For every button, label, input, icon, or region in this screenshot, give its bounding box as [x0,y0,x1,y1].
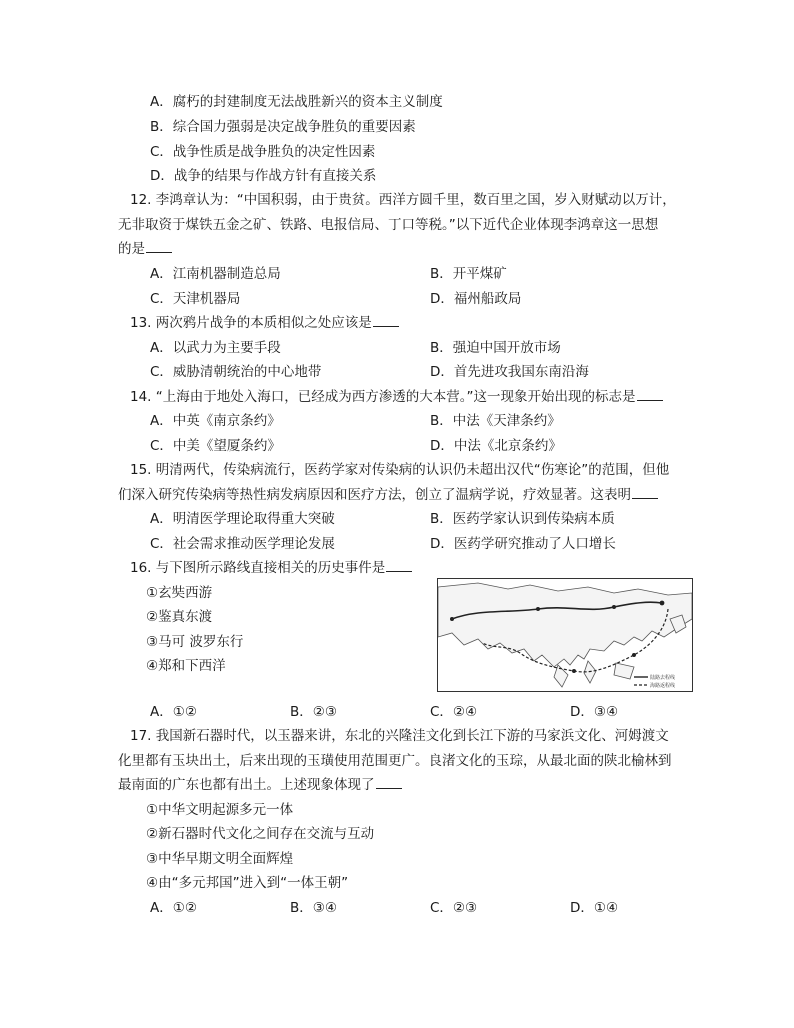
q15-option-b: B．医药学家认识到传染病本质 [430,511,615,527]
q15-stem-line1: 15. 明清两代，传染病流行，医药学家对传染病的认识仍未超出汉代“伤寒论”的范围，但他 [130,462,670,478]
q17-stem-line2: 化里都有玉块出土，后来出现的玉璜使用范围更广。良渚文化的玉琮，从最北面的陕北榆林到 [118,753,672,769]
q16-item-2: ②鉴真东渡 [146,609,213,625]
q12-option-c: C．天津机器局 [150,291,241,307]
q11-option-b: B．综合国力强弱是决定战争胜负的重要因素 [150,119,416,135]
q11-option-d: D．战争的结果与作战方针有直接关系 [150,168,377,184]
answer-blank [146,240,172,253]
route-map [437,578,693,692]
place-dot [612,605,616,609]
place-dot [660,601,665,606]
q12-option-a: A．江南机器制造总局 [150,266,281,282]
q11-option-c: C．战争性质是战争胜负的决定性因素 [150,144,376,160]
island-shape [614,663,634,679]
place-dot [572,669,576,673]
q17-item-2: ②新石器时代文化之间存在交流与互动 [146,826,375,842]
q16-option-c: C．②④ [430,704,478,720]
legend-land-label: 陆路去程线 [650,675,676,681]
q17-stem-line3: 最南面的广东也都有出土。上述现象体现了 [118,776,402,794]
answer-blank [637,388,663,401]
q16-option-b: B．②③ [290,704,337,720]
legend-sea-label: 海路返程线 [650,683,676,689]
q14-option-b: B．中法《天津条约》 [430,413,561,429]
q13-option-a: A．以武力为主要手段 [150,340,281,356]
q16-option-a: A．①② [150,704,197,720]
q17-item-4: ④由“多元邦国”进入到“一体王朝” [146,875,349,891]
q12-option-b: B．开平煤矿 [430,266,507,282]
q13-option-b: B．强迫中国开放市场 [430,340,561,356]
q14-option-d: D．中法《北京条约》 [430,438,562,454]
q16-item-3: ③马可 波罗东行 [146,634,244,650]
q14-stem: 14. “上海由于地处入海口，已经成为西方渗透的大本营。”这一现象开始出现的标志是 [130,388,663,406]
q12-stem-line2: 无非取资于煤铁五金之矿、铁路、电报信局、丁口等税。”以下近代企业体现李鸿章这一思想 [118,217,659,233]
q17-option-a: A．①② [150,900,197,916]
q17-item-3: ③中华早期文明全面辉煌 [146,851,294,867]
place-dot [450,617,454,621]
q13-option-c: C．威胁清朝统治的中心地带 [150,364,322,380]
route-map-drawing [438,579,692,691]
q15-stem-line2: 们深入研究传染病等热性病发病原因和医疗方法，创立了温病学说，疗效显著。这表明 [118,486,658,504]
q17-option-d: D．①④ [570,900,619,916]
answer-blank [386,559,412,572]
answer-blank [376,776,402,789]
q16-item-4: ④郑和下西洋 [146,658,226,674]
q17-stem-line1: 17. 我国新石器时代，以玉器来讲，东北的兴隆洼文化到长江下游的马家浜文化、河姆渡文 [130,728,669,744]
q14-option-c: C．中美《望厦条约》 [150,438,281,454]
q16-option-d: D．③④ [570,704,619,720]
place-dot [632,653,636,657]
q15-option-d: D．医药学研究推动了人口增长 [430,536,616,552]
q12-option-d: D．福州船政局 [430,291,522,307]
answer-blank [632,486,658,499]
q12-stem-line1: 12. 李鸿章认为：“中国积弱，由于贵贫。西洋方圆千里，数百里之国，岁入财赋动以万计， [130,192,676,208]
q14-option-a: A．中英《南京条约》 [150,413,281,429]
q17-option-b: B．③④ [290,900,337,916]
q16-item-1: ①玄奘西游 [146,585,213,601]
q12-stem-line3: 的是 [118,240,172,258]
land-area [438,583,692,667]
q17-option-c: C．②③ [430,900,478,916]
q17-item-1: ①中华文明起源多元一体 [146,802,294,818]
q11-option-a: A．腐朽的封建制度无法战胜新兴的资本主义制度 [150,94,443,110]
answer-blank [373,314,399,327]
q16-stem: 16. 与下图所示路线直接相关的历史事件是 [130,559,412,577]
q15-option-a: A．明清医学理论取得重大突破 [150,511,335,527]
q13-option-d: D．首先进攻我国东南沿海 [430,364,589,380]
place-dot [536,607,540,611]
q15-option-c: C．社会需求推动医学理论发展 [150,536,335,552]
q13-stem: 13. 两次鸦片战争的本质相似之处应该是 [130,314,399,332]
